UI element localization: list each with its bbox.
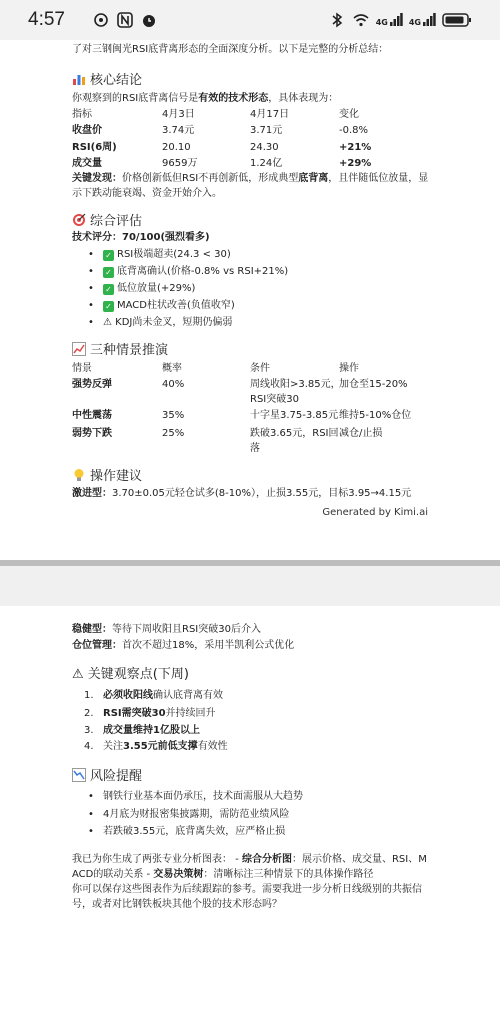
assessment-item-2 bbox=[103, 282, 195, 296]
scenario-2-prob: 25% bbox=[162, 428, 185, 439]
core-header-0: 指标 bbox=[72, 109, 92, 120]
core-heading-text: 核心结论 bbox=[90, 73, 143, 88]
core-row-1-label: RSI(6周) bbox=[72, 142, 117, 153]
signal-bars-1 bbox=[389, 13, 403, 27]
watch-item-1-text: 并持续回升 bbox=[165, 708, 216, 719]
battery-icon bbox=[442, 12, 472, 28]
scenario-0-prob: 40% bbox=[162, 379, 185, 390]
core-finding-line1 bbox=[72, 172, 428, 186]
watch-item-0-text: 确认底背离有效 bbox=[153, 690, 223, 701]
app-n-icon bbox=[116, 11, 134, 29]
watch-item-2-bold: 成交量维持1亿股以上 bbox=[103, 725, 200, 736]
scenario-1-prob: 35% bbox=[162, 410, 185, 421]
core-lead-text: 你观察到的RSI底背离信号是 bbox=[72, 93, 199, 104]
assessment-item-0 bbox=[103, 248, 231, 262]
watch-item-3-num: 4. bbox=[84, 741, 94, 752]
core-finding-bold: 底背离 bbox=[298, 173, 329, 184]
scenario-header-3: 操作 bbox=[339, 363, 359, 374]
assessment-item-2-text: 低位放量(+29%) bbox=[117, 283, 196, 294]
risk-item-0: 钢铁行业基本面仍承压，技术面需服从大趋势 bbox=[103, 791, 303, 802]
wifi-icon bbox=[352, 11, 370, 29]
scenarios-heading-text: 三种情景推演 bbox=[90, 343, 169, 358]
closing-line-1b: 综合分析图 bbox=[241, 854, 292, 865]
notification-icons bbox=[92, 11, 158, 29]
core-finding-text-2: ，且伴随低位放量，显 bbox=[328, 173, 429, 184]
core-row-2-v1: 9659万 bbox=[162, 158, 198, 169]
risk-item-1: 4月底为财报密集披露期，需防范业绩风险 bbox=[103, 809, 290, 820]
core-finding-text-1: 价格创新低但RSI不再创新低，形成典型 bbox=[122, 173, 299, 184]
core-row-2-v2: 1.24亿 bbox=[250, 158, 283, 169]
watch-item-0 bbox=[103, 689, 223, 703]
advice-aggressive-label: 激进型： bbox=[72, 488, 112, 499]
status-bar bbox=[0, 0, 500, 40]
signal-2-icon bbox=[409, 13, 436, 27]
check-icon: ✓ bbox=[103, 301, 114, 312]
core-header-3: 变化 bbox=[339, 109, 359, 120]
watch-item-0-bold: 必须收阳线 bbox=[103, 690, 153, 701]
scenario-2-op: 减仓/止损 bbox=[339, 428, 383, 439]
watch-item-3-tail: 有效性 bbox=[197, 741, 228, 752]
core-finding-line2: 示下跌动能衰竭、资金开始介入。 bbox=[72, 188, 222, 199]
scenario-header-0: 情景 bbox=[72, 363, 92, 374]
core-lead bbox=[72, 92, 338, 106]
advice-position-label: 仓位管理： bbox=[72, 640, 122, 651]
advice-aggressive bbox=[72, 487, 411, 501]
document-page-2 bbox=[0, 606, 500, 1020]
assessment-heading bbox=[72, 213, 142, 231]
advice-steady bbox=[72, 623, 261, 637]
check-icon: ✓ bbox=[103, 284, 114, 295]
watch-heading: ⚠ 关键观察点(下周) bbox=[72, 667, 189, 682]
status-time: 4:57 bbox=[28, 9, 65, 30]
scenario-0-cond2: RSI突破30 bbox=[250, 394, 299, 405]
bar-chart-icon bbox=[72, 72, 86, 86]
advice-steady-text: 等待下周收阳且RSI突破30后介入 bbox=[112, 624, 261, 635]
core-row-2-label: 成交量 bbox=[72, 158, 102, 169]
closing-line-1c: ：展示价格、成交量、RSI、M bbox=[291, 854, 427, 865]
watch-item-0-num: 1. bbox=[84, 690, 94, 701]
core-header-2: 4月17日 bbox=[250, 109, 290, 120]
watch-item-3-bold: 3.55元前低支撑 bbox=[123, 741, 198, 752]
scenario-2-cond1: 跌破3.65元，RSI回 bbox=[250, 428, 339, 439]
core-heading bbox=[72, 72, 142, 90]
assessment-item-0-text: RSI极端超卖(24.3 < 30) bbox=[117, 249, 231, 260]
closing-line-4: 号，或者对比钢铁板块其他个股的技术形态吗？ bbox=[72, 899, 282, 910]
intro-text: 了对三钢闽光RSI底背离形态的全面深度分析。以下是完整的分析总结： bbox=[72, 44, 389, 55]
watch-item-3 bbox=[103, 740, 228, 754]
scenarios-heading bbox=[72, 342, 168, 360]
assessment-item-3-text: MACD柱状改善(负值收窄) bbox=[117, 300, 235, 311]
risk-heading bbox=[72, 768, 142, 786]
advice-steady-label: 稳健型： bbox=[72, 624, 112, 635]
scenario-2-cond2: 落 bbox=[250, 443, 260, 454]
closing-line-2b: 交易决策树 bbox=[153, 869, 204, 880]
check-icon: ✓ bbox=[103, 250, 114, 261]
assessment-warn-item: ⚠ KDJ尚未金叉，短期仍偏弱 bbox=[103, 317, 233, 328]
watch-item-2-num: 3. bbox=[84, 725, 94, 736]
closing-line-2 bbox=[72, 868, 373, 882]
document-page-1 bbox=[0, 40, 500, 560]
assessment-item-3 bbox=[103, 299, 235, 313]
bullet: • bbox=[88, 809, 94, 820]
advice-aggressive-text: 3.70±0.05元轻仓试多(8-10%），止损3.55元，目标3.95→4.15元 bbox=[112, 488, 412, 499]
alarm-icon bbox=[140, 11, 158, 29]
assessment-item-1 bbox=[103, 265, 288, 279]
advice-position-text: 首次不超过18%，采用半凯利公式优化 bbox=[122, 640, 295, 651]
core-row-0-v2: 3.71元 bbox=[250, 125, 283, 136]
scenario-0-name: 强势反弹 bbox=[72, 379, 112, 390]
target-icon bbox=[72, 213, 86, 227]
bullet: • bbox=[88, 249, 94, 260]
watch-item-1 bbox=[103, 707, 216, 721]
scenario-0-op: 加仓至15-20% bbox=[339, 379, 408, 390]
scenario-header-2: 条件 bbox=[250, 363, 270, 374]
page-gap bbox=[0, 566, 500, 606]
risk-heading-text: 风险提醒 bbox=[90, 769, 143, 784]
watch-item-1-num: 2. bbox=[84, 708, 94, 719]
network-type-1: 4G bbox=[375, 18, 388, 27]
bullet: • bbox=[88, 300, 94, 311]
bluetooth-icon bbox=[328, 11, 346, 29]
watch-item-1-bold: RSI需突破30 bbox=[103, 708, 166, 719]
notification-settings-icon bbox=[92, 11, 110, 29]
core-finding-label: 关键发现： bbox=[72, 173, 122, 184]
core-row-0-v1: 3.74元 bbox=[162, 125, 195, 136]
core-lead-tail: ，具体表现为： bbox=[268, 93, 339, 104]
bullet: • bbox=[88, 317, 94, 328]
closing-line-3: 你可以保存这些图表作为后续跟踪的参考。需要我进一步分析日线级别的共振信 bbox=[72, 884, 422, 895]
network-type-2: 4G bbox=[408, 18, 421, 27]
assessment-heading-text: 综合评估 bbox=[90, 214, 143, 229]
advice-heading bbox=[72, 468, 142, 486]
core-row-1-v1: 20.10 bbox=[162, 142, 191, 153]
scenario-2-name: 弱势下跌 bbox=[72, 428, 112, 439]
system-icons bbox=[328, 11, 472, 29]
bullet: • bbox=[88, 283, 94, 294]
core-header-1: 4月3日 bbox=[162, 109, 195, 120]
check-icon: ✓ bbox=[103, 267, 114, 278]
closing-line-1 bbox=[72, 853, 427, 867]
bullet: • bbox=[88, 791, 94, 802]
core-row-1-v2: 24.30 bbox=[250, 142, 279, 153]
bullet: • bbox=[88, 266, 94, 277]
scenario-0-cond1: 周线收阳>3.85元， bbox=[250, 379, 341, 390]
assessment-item-1-text: 底背离确认(价格-0.8% vs RSI+21%) bbox=[117, 266, 289, 277]
core-row-0-change: -0.8% bbox=[339, 125, 369, 136]
advice-heading-text: 操作建议 bbox=[90, 469, 143, 484]
closing-line-1a: 我已为你生成了两张专业分析图表： - bbox=[72, 854, 242, 865]
watch-item-3-text: 关注 bbox=[103, 741, 123, 752]
core-row-0-label: 收盘价 bbox=[72, 125, 102, 136]
scenario-1-cond1: 十字星3.75-3.85元 bbox=[250, 410, 339, 421]
lightbulb-icon bbox=[72, 468, 86, 482]
core-lead-bold: 有效的技术形态 bbox=[198, 93, 269, 104]
bullet: • bbox=[88, 826, 94, 837]
trend-up-icon bbox=[72, 342, 86, 356]
closing-line-2a: ACD的联动关系 - bbox=[72, 869, 154, 880]
signal-bars-2 bbox=[422, 13, 436, 27]
signal-1-icon bbox=[376, 13, 403, 27]
advice-position bbox=[72, 639, 294, 653]
scenario-header-1: 概率 bbox=[162, 363, 182, 374]
core-row-1-change: +21% bbox=[339, 142, 372, 153]
scenario-1-op: 维持5-10%仓位 bbox=[339, 410, 412, 421]
scenario-1-name: 中性震荡 bbox=[72, 410, 112, 421]
trend-down-icon bbox=[72, 768, 86, 782]
generated-by-label: Generated by Kimi.ai bbox=[322, 507, 428, 518]
watch-item-2 bbox=[103, 724, 200, 738]
risk-item-2: 若跌破3.55元，底背离失效，应严格止损 bbox=[103, 826, 286, 837]
assessment-score: 技术评分：70/100(强烈看多) bbox=[72, 232, 210, 243]
core-row-2-change: +29% bbox=[339, 158, 372, 169]
closing-line-2c: ：清晰标注三种情景下的具体操作路径 bbox=[203, 869, 374, 880]
